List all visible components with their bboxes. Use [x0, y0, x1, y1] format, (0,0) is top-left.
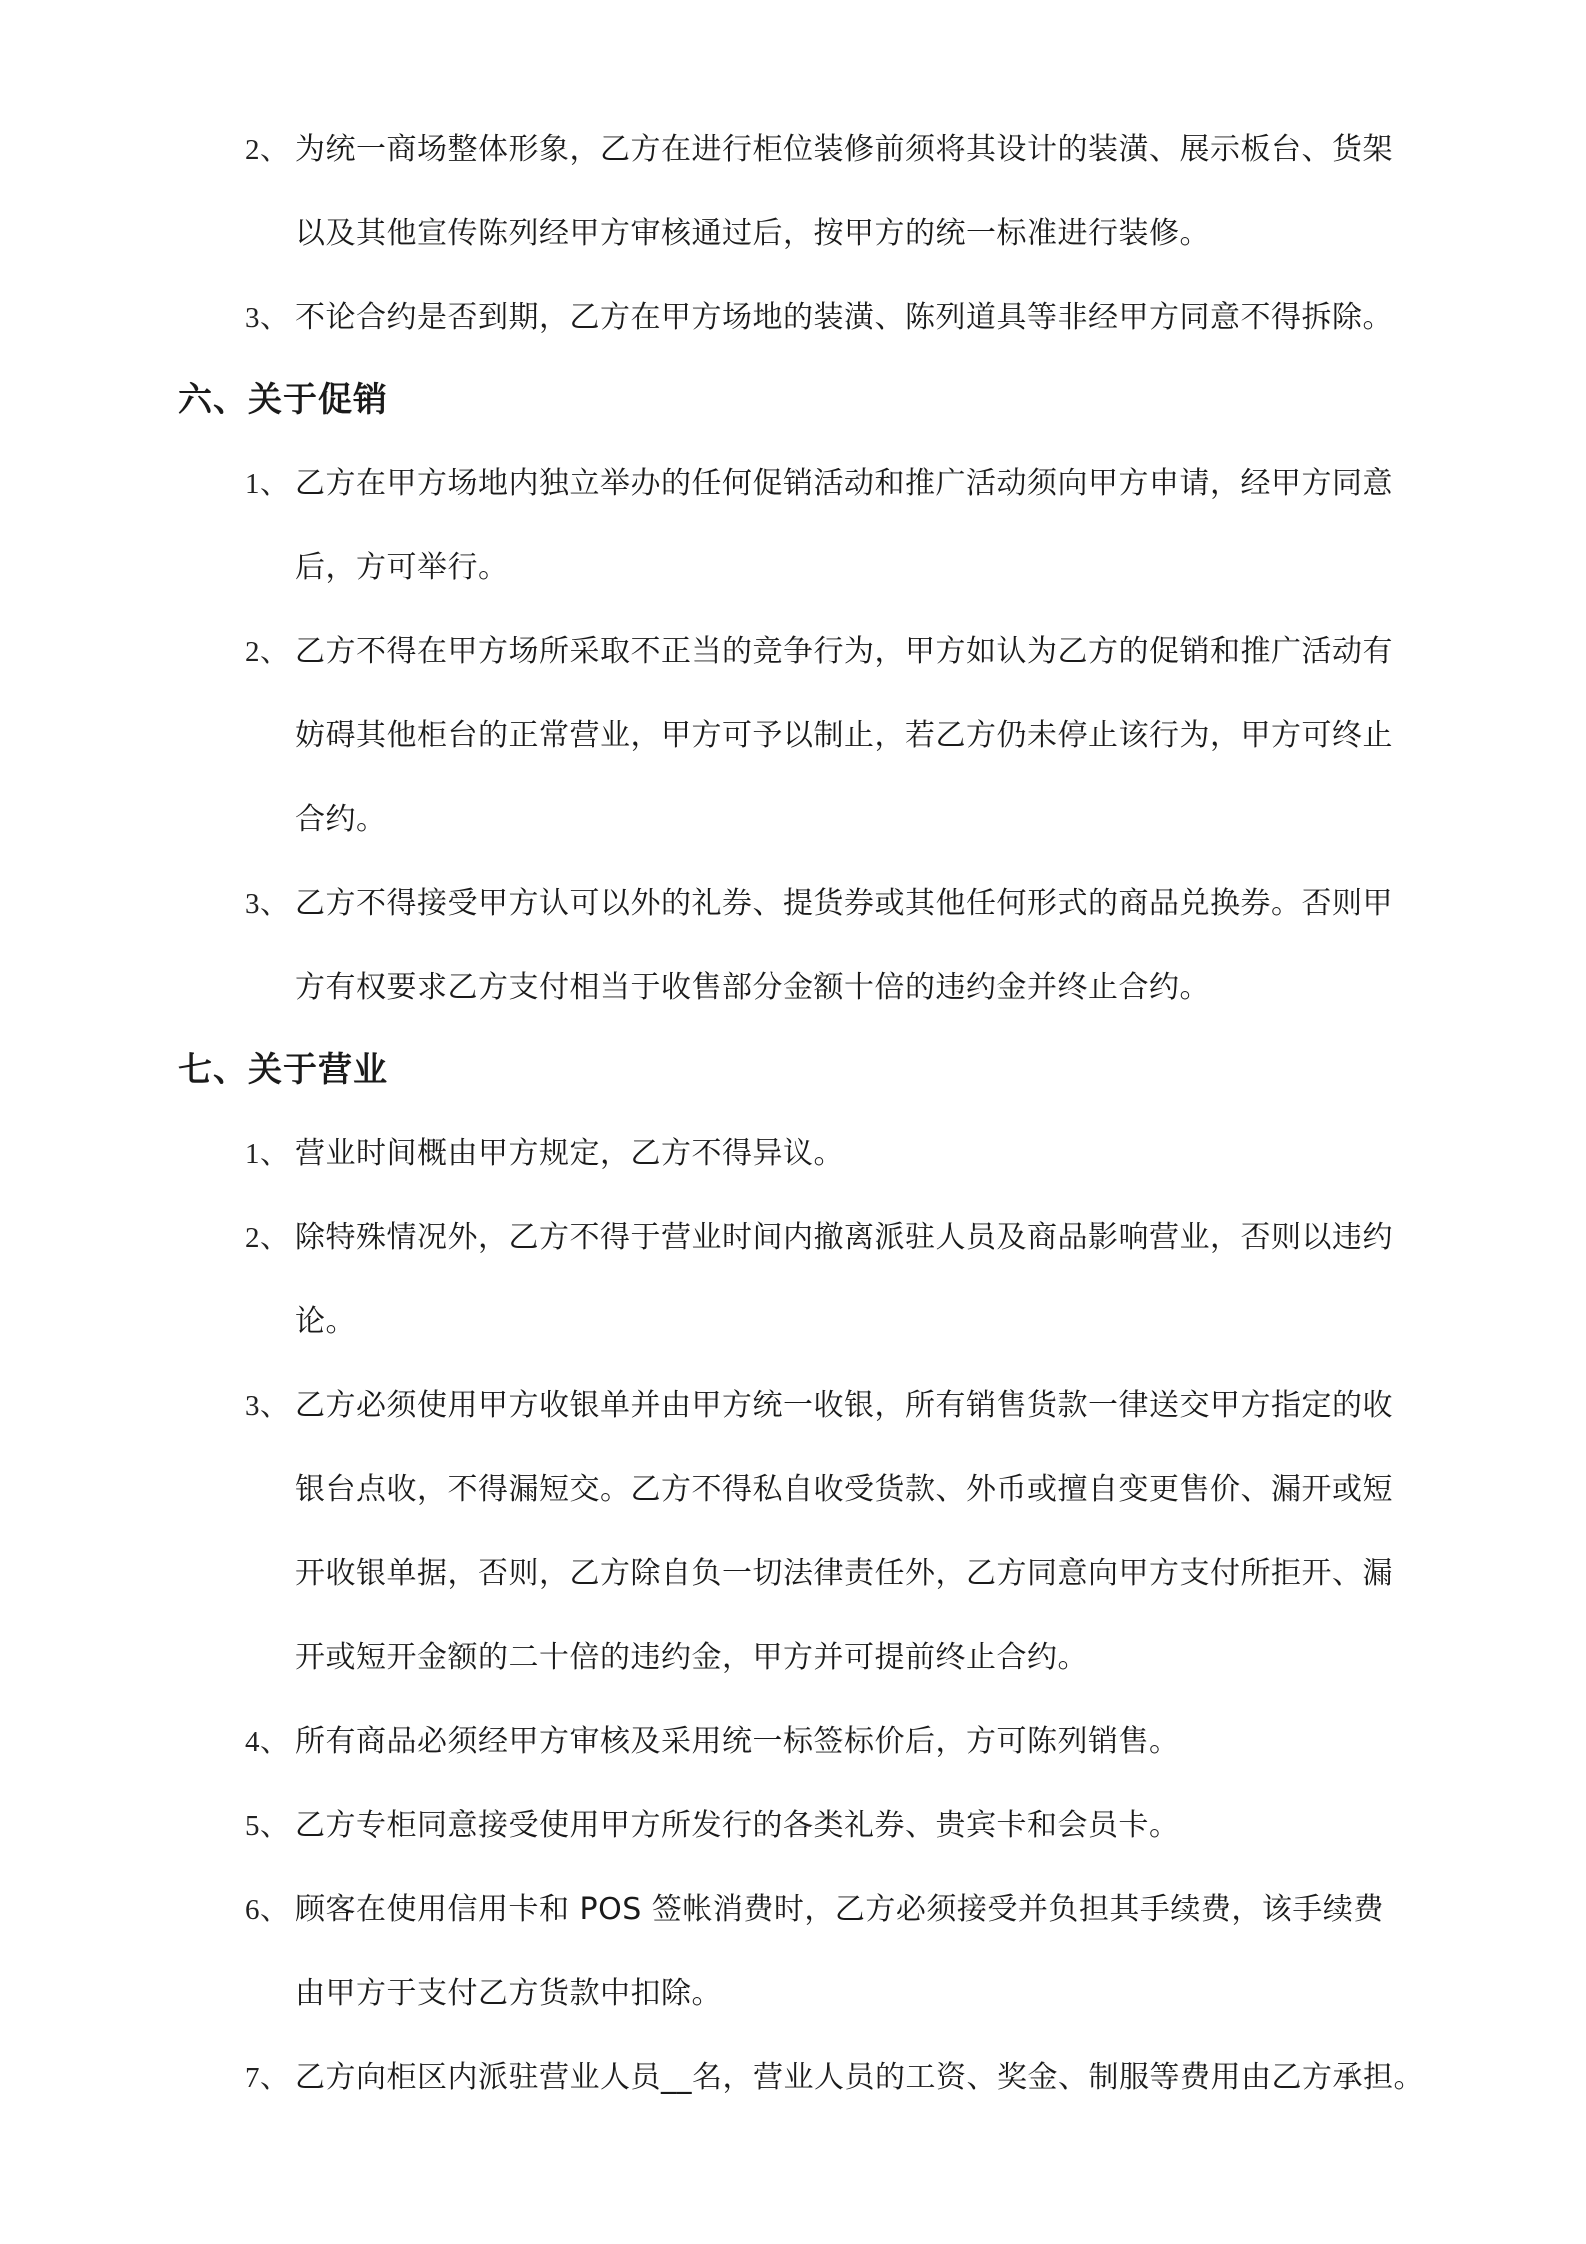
clause-text-line: 为统一商场整体形象，乙方在进行柜位装修前须将其设计的装潢、展示板台、货架 — [295, 132, 1393, 167]
clause-text-line: 银台点收，不得漏短交。乙方不得私自收受货款、外币或擅自变更售价、漏开或短 — [295, 1472, 1393, 1507]
clause-text-line: 乙方必须使用甲方收银单并由甲方统一收银，所有销售货款一律送交甲方指定的收 — [295, 1388, 1393, 1423]
clause-text-line: 后，方可举行。 — [295, 550, 509, 585]
clause-number: 5、 — [245, 1810, 290, 1842]
clause-text-line: 方有权要求乙方支付相当于收售部分金额十倍的违约金并终止合约。 — [295, 970, 1210, 1005]
clause-7-2 — [245, 1196, 1475, 1364]
clause-7-5 — [245, 1784, 1475, 1868]
clause-text-line: 妨碍其他柜台的正常营业，甲方可予以制止，若乙方仍未停止该行为，甲方可终止 — [295, 718, 1393, 753]
clause-number: 1、 — [245, 468, 290, 500]
clause-7-3 — [245, 1364, 1475, 1700]
section-heading-promotion: 六、关于促销 — [178, 380, 388, 420]
clause-text-line: 乙方专柜同意接受使用甲方所发行的各类礼券、贵宾卡和会员卡。 — [295, 1808, 1180, 1843]
clause-text-line: 乙方不得在甲方场所采取不正当的竞争行为，甲方如认为乙方的促销和推广活动有 — [295, 634, 1393, 669]
clause-number: 7、 — [245, 2062, 290, 2094]
clause-text-line: 由甲方于支付乙方货款中扣除。 — [295, 1976, 722, 2011]
clause-number: 2、 — [245, 1222, 290, 1254]
clause-5-2 — [245, 108, 1475, 276]
clause-text-line: 不论合约是否到期，乙方在甲方场地的装潢、陈列道具等非经甲方同意不得拆除。 — [295, 300, 1393, 335]
clause-7-4 — [245, 1700, 1475, 1784]
clause-number: 2、 — [245, 134, 290, 166]
clause-7-6 — [245, 1868, 1475, 2036]
clause-6-3 — [245, 862, 1475, 1030]
clause-text-line: 乙方不得接受甲方认可以外的礼券、提货券或其他任何形式的商品兑换券。否则甲 — [295, 886, 1393, 921]
clause-6-1 — [245, 442, 1475, 610]
clause-number: 3、 — [245, 1390, 290, 1422]
clause-number: 3、 — [245, 888, 290, 920]
clause-number: 1、 — [245, 1138, 290, 1170]
clause-text-line: 营业时间概由甲方规定，乙方不得异议。 — [295, 1136, 844, 1171]
clause-text-line: 论。 — [295, 1304, 356, 1339]
clause-text-line: 开或短开金额的二十倍的违约金，甲方并可提前终止合约。 — [295, 1640, 1088, 1675]
clause-text-line: 乙方向柜区内派驻营业人员__名，营业人员的工资、奖金、制服等费用由乙方承担。 — [295, 2060, 1424, 2095]
clause-7-1 — [245, 1112, 1475, 1196]
clause-text-line: 合约。 — [295, 802, 387, 837]
clause-number: 4、 — [245, 1726, 290, 1758]
clause-number: 6、 — [245, 1894, 290, 1926]
clause-5-3 — [245, 276, 1475, 360]
clause-text-line: 开收银单据，否则，乙方除自负一切法律责任外，乙方同意向甲方支付所拒开、漏 — [295, 1556, 1393, 1591]
clause-text-line: 所有商品必须经甲方审核及采用统一标签标价后，方可陈列销售。 — [295, 1724, 1180, 1759]
clause-text-line: 除特殊情况外，乙方不得于营业时间内撤离派驻人员及商品影响营业，否则以违约 — [295, 1220, 1393, 1255]
clause-text-line: 顾客在使用信用卡和 POS 签帐消费时，乙方必须接受并负担其手续费，该手续费 — [295, 1892, 1384, 1927]
clause-text-line: 以及其他宣传陈列经甲方审核通过后，按甲方的统一标准进行装修。 — [295, 216, 1210, 251]
clause-number: 2、 — [245, 636, 290, 668]
clause-7-7 — [245, 2036, 1475, 2120]
section-heading-business: 七、关于营业 — [178, 1050, 388, 1090]
clause-number: 3、 — [245, 302, 290, 334]
clause-6-2 — [245, 610, 1475, 862]
clause-text-line: 乙方在甲方场地内独立举办的任何促销活动和推广活动须向甲方申请，经甲方同意 — [295, 466, 1393, 501]
